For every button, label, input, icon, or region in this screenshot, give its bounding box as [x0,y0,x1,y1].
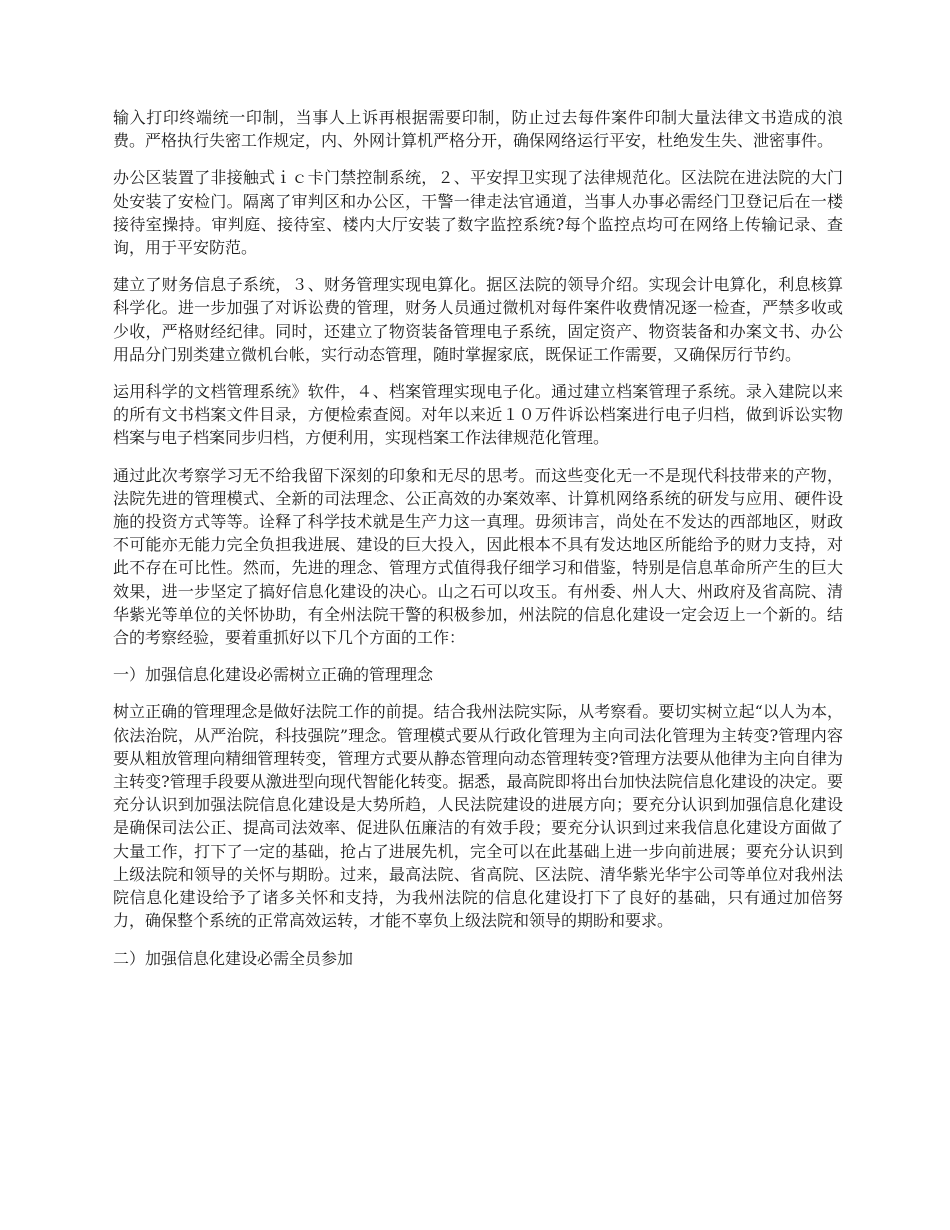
paragraph-archives: 运用科学的文档管理系统》软件，４、档案管理实现电子化。通过建立档案管理子系统。录入建院以来的所有文书档案文件目录，方便检索查阅。对年以来近１０万件诉讼档案进行电子归档，做到诉讼实物档案与电子档案同步归档，方便利用，实现档案工作法律规范化管理。 [113,382,843,448]
paragraph-reflection: 通过此次考察学习无不给我留下深刻的印象和无尽的思考。而这些变化无一不是现代科技带来的产物，法院先进的管理模式、全新的司法理念、公正高效的办案效率、计算机网络系统的研发与应用、硬件设施的投资方式等等。诠释了科学技术就是生产力这一真理。毋须讳言，尚处在不发达的西部地区，财政不可能亦无能力完全负担我进展、建设的巨大投入，因此根本不具有发达地区所能给予的财力支持，对此不存在可比性。然而，先进的理念、管理方式值得我仔细学习和借鉴，特别是信息革命所产生的巨大效果，进一步坚定了搞好信息化建设的决心。山之石可以攻玉。有州委、州人大、州政府及省高院、清华紫光等单位的关怀协助，有全州法院干警的积极参加，州法院的信息化建设一定会迈上一个新的。结合的考察经验，要着重抓好以下几个方面的工作： [113,465,843,648]
paragraph-finance: 建立了财务信息子系统，３、财务管理实现电算化。据区法院的领导介绍。实现会计电算化，利息核算科学化。进一步加强了对诉讼费的管理，财务人员通过微机对每件案件收费情况逐一检查，严禁多收或少收，严格财经纪律。同时，还建立了物资装备管理电子系统，固定资产、物资装备和办案文书、办公用品分门别类建立微机台帐，实行动态管理，随时掌握家底，既保证工作需要，又确保厉行节约。 [113,275,843,364]
section-heading-participation: 二）加强信息化建设必需全员参加 [113,948,354,968]
paragraph-management: 树立正确的管理理念是做好法院工作的前提。结合我州法院实际，从考察看。要切实树立起“以人为本，依法治院，从严治院，科技强院”理念。管理模式要从行政化管理为主向司法化管理为主转变?管理内容要从粗放管理向精细管理转变，管理方式要从静态管理向动态管理转变?管理方法要从他律为主向自律为主转变?管理手段要从激进型向现代智能化转变。据悉，最高院即将出台加快法院信息化建设的决定。要充分认识到加强法院信息化建设是大势所趋，人民法院建设的进展方向；要充分认识到加强信息化建设是确保司法公正、提高司法效率、促进队伍廉洁的有效手段；要充分认识到过来我信息化建设方面做了大量工作，打下了一定的基础，抢占了进展先机，完全可以在此基础上进一步向前进展；要充分认识到上级法院和领导的关怀与期盼。过来，最高法院、省高院、区法院、清华紫光华宇公司等单位对我州法院信息化建设给予了诸多关怀和支持，为我州法院的信息化建设打下了良好的基础，只有通过加倍努力，确保整个系统的正常高效运转，才能不辜负上级法院和领导的期盼和要求。 [113,702,843,931]
paragraph-printing: 输入打印终端统一印制，当事人上诉再根据需要印制，防止过去每件案件印制大量法律文书造成的浪费。严格执行失密工作规定，内、外网计算机严格分开，确保网络运行平安，杜绝发生失、泄密事件。 [113,108,843,151]
section-heading-management: 一）加强信息化建设必需树立正确的管理理念 [113,665,434,685]
paragraph-security: 办公区装置了非接触式ｉｃ卡门禁控制系统，２、平安捍卫实现了法律规范化。区法院在进法院的大门处安装了安检门。隔离了审判区和办公区，干警一律走法官通道，当事人办事必需经门卫登记后在一楼接待室操持。审判庭、接待室、楼内大厅安装了数字监控系统?每个监控点均可在网络上传输记录、查询，用于平安防范。 [113,168,843,258]
document-page [113,106,843,984]
